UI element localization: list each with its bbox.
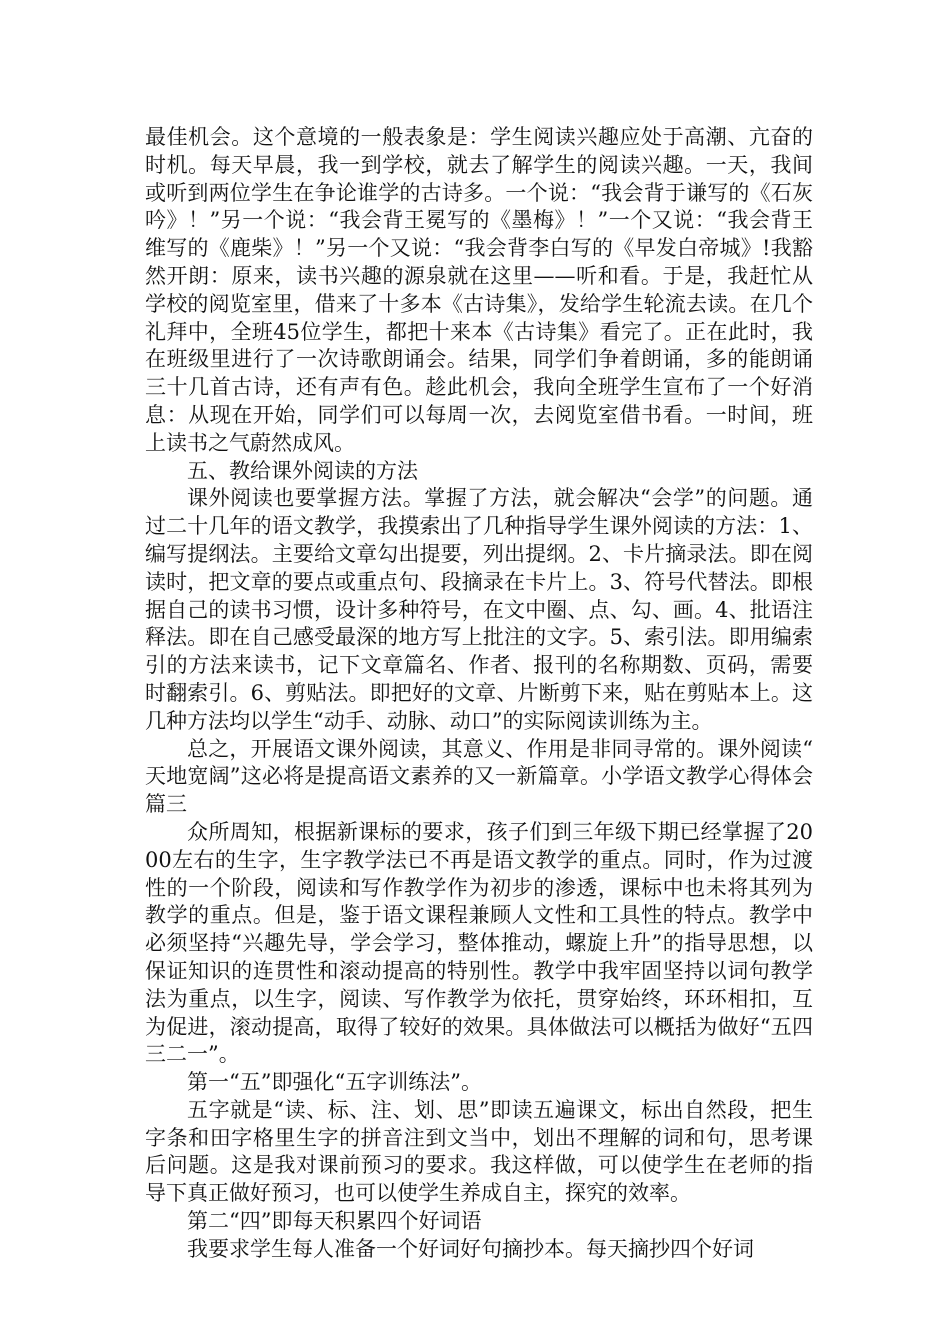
- paragraph-new-curriculum: 众所周知，根据新课标的要求，孩子们到三年级下期已经掌握了2000左右的生字，生字教学法已不再是语文教学的重点。同时，作为过渡性的一个阶段，阅读和写作教学作为初步的渗透，课标中也未将其列为教学的重点。但是，鉴于语文课程兼顾人文性和工具性的特点。教学中必须坚持“兴趣先导，学会学习，整体推动，螺旋上升”的指导思想，以保证知识的连贯性和滚动提高的特别性。教学中我牢固坚持以词句教学法为重点，以生字，阅读、写作教学为依托，贯穿始终，环环相扣，互为促进，滚动提高，取得了较好的效果。具体做法可以概括为做好“五四三二一”。: [145, 819, 813, 1067]
- section-heading-second-four: 第二“四”即每天积累四个好词语: [187, 1209, 482, 1234]
- section-heading-first-five: 第一“五”即强化“五字训练法”。: [187, 1070, 482, 1095]
- paragraph-reading-methods: 课外阅读也要掌握方法。掌握了方法，就会解决“会学”的问题。通过二十几年的语文教学，我摸索出了几种指导学生课外阅读的方法：1、编写提纲法。主要给文章勾出提要，列出提纲。2、卡片摘录法。即在阅读时，把文章的要点或重点句、段摘录在卡片上。3、符号代替法。即根据自己的读书习惯，设计多种符号，在文中圈、点、勾、画。4、批语注释法。即在自己感受最深的地方写上批注的文字。5、索引法。即用编索引的方法来读书，记下文章篇名、作者、报刊的名称期数、页码，需要时翻索引。6、剪贴法。即把好的文章、片断剪下来，贴在剪贴本上。这几种方法均以学生“动手、动脉、动口”的实际阅读训练为主。: [145, 486, 813, 733]
- section-heading-reading-methods: 五、教给课外阅读的方法: [187, 458, 418, 483]
- paragraph-reading-interest: 最佳机会。这个意境的一般表象是：学生阅读兴趣应处于高潮、亢奋的时机。每天早晨，我一到学校，就去了解学生的阅读兴趣。一天，我间或听到两位学生在争论谁学的古诗多。一个说：“我会背于谦写的《石灰吟》！”另一个说：“我会背王冕写的《墨梅》！”一个又说：“我会背王维写的《鹿柴》！”另一个又说：“我会背李白写的《早发白帝城》!我豁然开朗：原来，读书兴趣的源泉就在这里——听和看。于是，我赶忙从学校的阅览室里，借来了十多本《古诗集》，发给学生轮流去读。在几个礼拜中，全班45位学生，都把十来本《古诗集》看完了。正在此时，我在班级里进行了一次诗歌朗诵会。结果，同学们争着朗诵，多的能朗诵三十几首古诗，还有声有色。趁此机会，我向全班学生宣布了一个好消息：从现在开始，同学们可以每周一次，去阅览室借书看。一时间，班上读书之气蔚然成风。: [145, 125, 813, 455]
- document-page: [145, 124, 813, 1264]
- paragraph-word-notebook: 我要求学生每人准备一个好词好句摘抄本。每天摘抄四个好词: [187, 1236, 754, 1261]
- paragraph-five-characters: 五字就是“读、标、注、划、思”即读五遍课文，标出自然段，把生字条和田字格里生字的拼音注到文当中，划出不理解的词和句，思考课后问题。这是我对课前预习的要求。我这样做，可以使学生在老师的指导下真正做好预习，也可以使学生养成自主，探究的效率。: [145, 1097, 813, 1206]
- paragraph-summary: 总之，开展语文课外阅读，其意义、作用是非同寻常的。课外阅读“天地宽阔”这必将是提高语文素养的又一新篇章。小学语文教学心得体会篇三: [145, 736, 813, 817]
